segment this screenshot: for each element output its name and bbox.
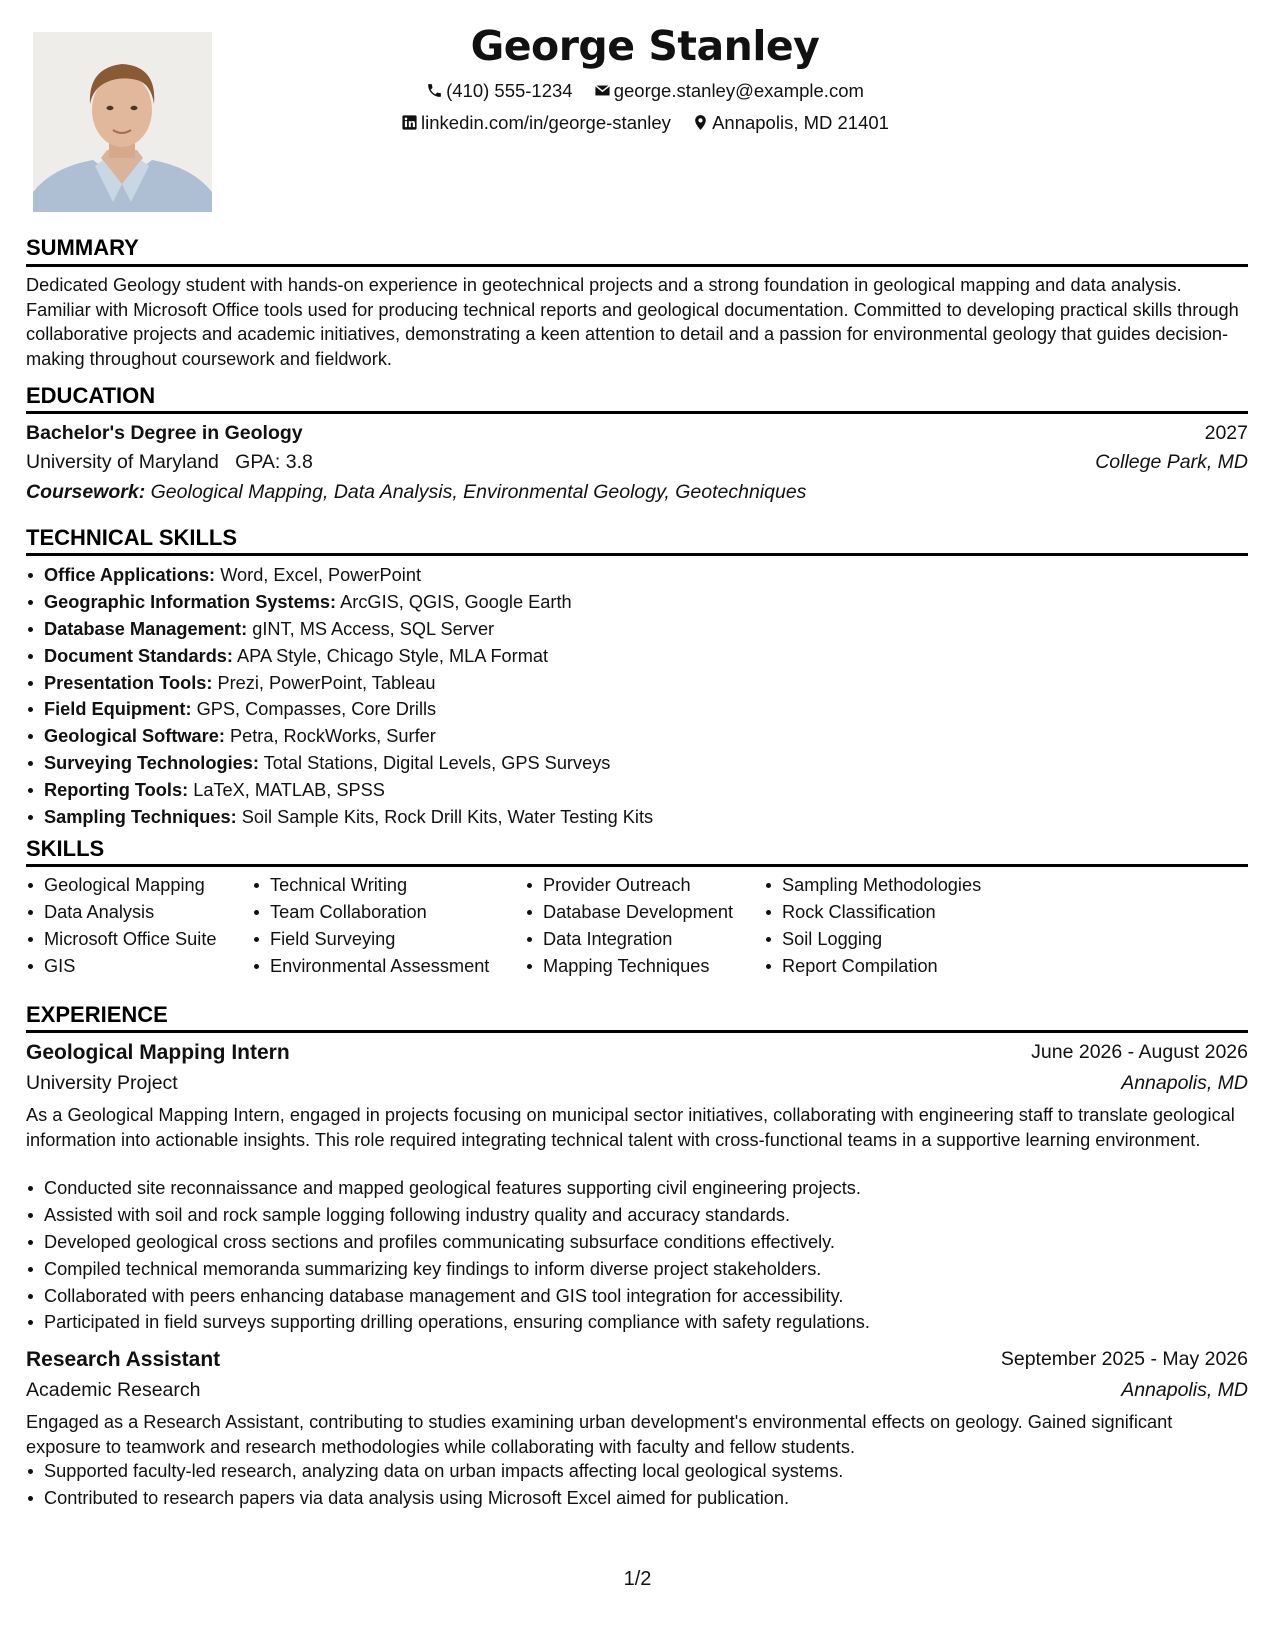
list-item: [44, 617, 653, 644]
job-title: Geological Mapping Intern: [26, 1041, 290, 1064]
skill-category: Field Equipment:: [44, 699, 192, 720]
phone-contact[interactable]: [426, 80, 573, 102]
skills-divider: [26, 864, 1248, 867]
list-item: Geological Mapping: [44, 873, 217, 900]
list-item: GIS: [44, 954, 217, 981]
job-2-header: [26, 1348, 1248, 1376]
skill-values: LaTeX, MATLAB, SPSS: [193, 780, 385, 801]
job-1-org-row: [26, 1072, 1248, 1098]
list-item: Microsoft Office Suite: [44, 927, 217, 954]
skill-values: APA Style, Chicago Style, MLA Format: [237, 645, 549, 666]
education-divider: [26, 411, 1248, 414]
job-2-org-row: [26, 1379, 1248, 1405]
skill-values: Word, Excel, PowerPoint: [220, 565, 422, 585]
location-text: Annapolis, MD 21401: [712, 112, 889, 133]
skill-values: Prezi, PowerPoint, Tableau: [217, 672, 436, 693]
summary-heading: SUMMARY: [26, 235, 139, 260]
list-item: [44, 751, 653, 778]
list-item: Sampling Methodologies: [782, 873, 981, 900]
coursework-row: [26, 481, 1248, 507]
skill-values: ArcGIS, QGIS, Google Earth: [340, 591, 572, 612]
list-item: Team Collaboration: [270, 900, 489, 927]
skill-category: Reporting Tools:: [44, 780, 189, 801]
job-organization: University Project: [26, 1072, 178, 1094]
list-item: [44, 644, 653, 671]
summary-text: Dedicated Geology student with hands-on experience in geotechnical projects and a strong foundation in geological mapping and data analysis. Familiar with Microsoft Office tools used for producing technical reports and geological documentation. Committed to developing practical skills through collaborative projects and academic initiatives, demonstrating a keen attention to detail and a passion for environmental geology that guides decision-making throughout coursework and fieldwork.: [26, 275, 1239, 369]
school-name: University of Maryland: [26, 451, 219, 473]
technical-skills-list: [26, 563, 653, 832]
skill-category: Geological Software:: [44, 726, 225, 747]
job-2-bullets: [26, 1459, 843, 1513]
list-item: Mapping Techniques: [543, 954, 733, 981]
list-item: [44, 724, 653, 751]
list-item: Conducted site reconnaissance and mapped geological features supporting civil engineering projects.: [44, 1176, 870, 1203]
list-item: [44, 590, 653, 617]
list-item: Developed geological cross sections and profiles communicating subsurface conditions effectively.: [44, 1230, 870, 1257]
list-item: [44, 697, 653, 724]
list-item: [44, 805, 653, 832]
job-dates: September 2025 - May 2026: [1000, 1348, 1248, 1370]
skill-category: Database Management:: [44, 618, 248, 639]
contact-row-1: [0, 80, 1275, 102]
job-location: Annapolis, MD: [1121, 1379, 1248, 1401]
list-item: Provider Outreach: [543, 873, 733, 900]
skill-values: Total Stations, Digital Levels, GPS Surveys: [263, 753, 611, 774]
list-item: Assisted with soil and rock sample logging following industry quality and accuracy standards.: [44, 1203, 870, 1230]
list-item: [44, 563, 653, 590]
linkedin-icon: [401, 114, 418, 131]
list-item: [44, 671, 653, 698]
list-item: Supported faculty-led research, analyzing data on urban impacts affecting local geological systems.: [44, 1459, 843, 1486]
job-1-description: As a Geological Mapping Intern, engaged in projects focusing on municipal sector initiatives, collaborating with engineering staff to translate geological information into actionable insights. This role required integrating technical talent with cross-functional teams in a supportive learning environment.: [26, 1105, 1235, 1150]
skill-category: Office Applications:: [44, 565, 216, 585]
list-item: Participated in field surveys supporting drilling operations, ensuring compliance with safety regulations.: [44, 1310, 870, 1337]
job-1-header: [26, 1041, 1248, 1069]
skill-values: GPS, Compasses, Core Drills: [196, 699, 437, 720]
list-item: Field Surveying: [270, 927, 489, 954]
candidate-name: George Stanley: [470, 22, 820, 70]
list-item: Environmental Assessment: [270, 954, 489, 981]
list-item: Rock Classification: [782, 900, 981, 927]
education-degree-row: [26, 422, 1248, 448]
list-item: Technical Writing: [270, 873, 489, 900]
linkedin-contact[interactable]: [401, 112, 671, 134]
education-heading: EDUCATION: [26, 383, 156, 408]
list-item: Contributed to research papers via data analysis using Microsoft Excel aimed for publication.: [44, 1486, 843, 1513]
skill-values: Petra, RockWorks, Surfer: [229, 726, 436, 747]
experience-heading: EXPERIENCE: [26, 1002, 168, 1027]
skills-heading: SKILLS: [26, 836, 105, 861]
education-school-row: [26, 451, 1248, 477]
summary-divider: [26, 264, 1248, 267]
coursework-line: [26, 481, 806, 504]
coursework-list: Geological Mapping, Data Analysis, Environmental Geology, Geotechniques: [150, 481, 807, 503]
skill-category: Sampling Techniques:: [44, 807, 237, 828]
skill-values: Soil Sample Kits, Rock Drill Kits, Water Testing Kits: [241, 807, 654, 828]
map-marker-icon: [692, 114, 709, 131]
skills-column-2: [252, 873, 489, 981]
envelope-icon: [594, 82, 611, 99]
degree-title: Bachelor's Degree in Geology: [26, 422, 303, 444]
job-dates: June 2026 - August 2026: [1031, 1041, 1248, 1063]
technical-skills-heading: TECHNICAL SKILLS: [26, 525, 238, 550]
school-line: [26, 451, 313, 474]
list-item: Database Development: [543, 900, 733, 927]
email-text: george.stanley@example.com: [613, 80, 864, 101]
job-location: Annapolis, MD: [1121, 1072, 1248, 1094]
location-contact: [692, 112, 889, 134]
skill-values: gINT, MS Access, SQL Server: [252, 618, 495, 639]
skills-column-3: [525, 873, 733, 981]
list-item: Report Compilation: [782, 954, 981, 981]
gpa: GPA: 3.8: [235, 451, 313, 473]
list-item: Collaborated with peers enhancing database management and GIS tool integration for accessibility.: [44, 1284, 870, 1311]
coursework-label: Coursework:: [26, 481, 146, 503]
skill-category: Geographic Information Systems:: [44, 591, 337, 612]
experience-divider: [26, 1030, 1248, 1033]
skills-column-4: [764, 873, 981, 981]
school-location: College Park, MD: [1095, 451, 1248, 473]
job-2-description: Engaged as a Research Assistant, contributing to studies examining urban development's environmental effects on geology. Gained significant exposure to teamwork and research methodologies while collaborating with faculty and fellow students.: [26, 1412, 1173, 1457]
skills-column-1: [26, 873, 217, 981]
email-contact[interactable]: [594, 80, 864, 102]
job-1-bullets: [26, 1176, 870, 1337]
contact-row-2: [0, 112, 1275, 134]
list-item: Compiled technical memoranda summarizing key findings to inform diverse project stakeholders.: [44, 1257, 870, 1284]
linkedin-text: linkedin.com/in/george-stanley: [421, 112, 671, 133]
skill-category: Surveying Technologies:: [44, 753, 259, 774]
graduation-year: 2027: [1204, 422, 1248, 444]
job-title: Research Assistant: [26, 1348, 221, 1371]
list-item: Data Analysis: [44, 900, 217, 927]
list-item: [44, 778, 653, 805]
list-item: Soil Logging: [782, 927, 981, 954]
list-item: Data Integration: [543, 927, 733, 954]
skill-category: Presentation Tools:: [44, 672, 213, 693]
phone-icon: [426, 82, 443, 99]
job-organization: Academic Research: [26, 1379, 201, 1401]
page-number: 1/2: [623, 1568, 652, 1590]
phone-text: (410) 555-1234: [446, 80, 573, 101]
technical-skills-divider: [26, 553, 1248, 556]
skill-category: Document Standards:: [44, 645, 233, 666]
